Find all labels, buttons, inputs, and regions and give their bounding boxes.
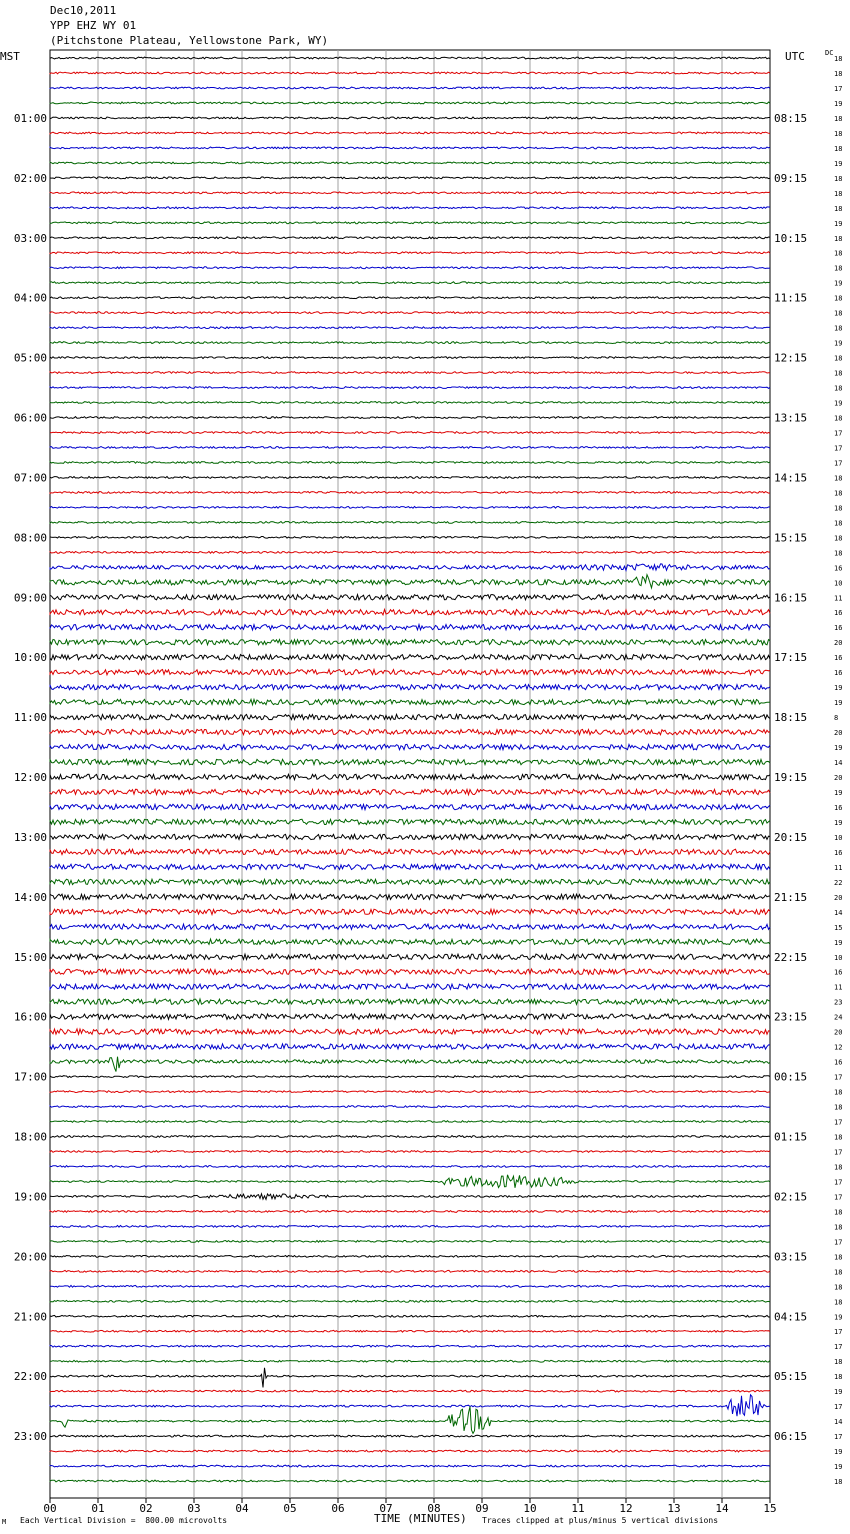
trace-row bbox=[50, 1360, 770, 1362]
dc-offset-label: 10 bbox=[834, 833, 843, 842]
dc-offset-label: 22 bbox=[834, 878, 843, 887]
dc-offset-label: 18 bbox=[834, 354, 843, 363]
trace-row bbox=[50, 297, 770, 299]
trace-row bbox=[50, 670, 770, 675]
utc-hour-label: 20:15 bbox=[774, 830, 808, 844]
trace-row bbox=[50, 849, 770, 854]
dc-offset-label: 18 bbox=[834, 1268, 843, 1277]
dc-offset-label: 18 bbox=[834, 114, 843, 123]
dc-offset-label: 19 bbox=[834, 159, 843, 168]
right-axis-title: UTC bbox=[785, 50, 805, 63]
trace-row bbox=[50, 684, 770, 689]
left-axis-title: MST bbox=[0, 50, 20, 63]
dc-offset-label: 16 bbox=[834, 803, 843, 812]
dc-offset-label: 17 bbox=[834, 1178, 843, 1187]
trace-row bbox=[50, 1255, 770, 1257]
trace-row bbox=[50, 207, 770, 209]
utc-hour-label: 08:15 bbox=[774, 111, 808, 125]
dc-offset-label: 19 bbox=[834, 399, 843, 408]
trace-row bbox=[50, 1300, 770, 1302]
dc-offset-label: 11 bbox=[834, 863, 843, 872]
trace-row bbox=[50, 1407, 770, 1434]
trace-row bbox=[50, 551, 770, 553]
dc-offset-label: 17 bbox=[834, 1193, 843, 1202]
trace-row bbox=[50, 894, 770, 899]
utc-hour-label: 12:15 bbox=[774, 351, 808, 365]
dc-offset-label: 18 bbox=[834, 294, 843, 303]
mst-hour-label: 23:00 bbox=[13, 1430, 47, 1444]
dc-offset-label: 16 bbox=[834, 1058, 843, 1067]
dc-offset-label: 20 bbox=[834, 893, 843, 902]
dc-offset-label: 18 bbox=[834, 1163, 843, 1172]
trace-row bbox=[50, 177, 770, 179]
dc-offset-label: 23 bbox=[834, 998, 843, 1007]
dc-offset-label: 18 bbox=[834, 324, 843, 333]
dc-offset-label: 18 bbox=[834, 55, 843, 63]
trace-row bbox=[50, 147, 770, 149]
trace-row bbox=[50, 999, 770, 1004]
trace-row bbox=[50, 879, 770, 884]
trace-row bbox=[50, 132, 770, 134]
dc-offset-label: 19 bbox=[834, 1448, 843, 1457]
dc-offset-label: 20 bbox=[834, 729, 843, 738]
trace-row bbox=[50, 1241, 770, 1243]
dc-offset-label: 19 bbox=[834, 788, 843, 797]
trace-row bbox=[50, 699, 770, 704]
trace-row bbox=[50, 1091, 770, 1093]
trace-row bbox=[50, 759, 770, 764]
dc-offset-label: 17 bbox=[834, 84, 843, 93]
dc-offset-label: 19 bbox=[834, 744, 843, 753]
dc-offset-label: 11 bbox=[834, 594, 843, 603]
dc-offset-label: 18 bbox=[834, 264, 843, 273]
trace-row bbox=[50, 1368, 770, 1388]
utc-hour-label: 03:15 bbox=[774, 1250, 808, 1264]
dc-offset-label: 18 bbox=[834, 1208, 843, 1217]
dc-offset-label: 20 bbox=[834, 1028, 843, 1037]
dc-offset-label: 18 bbox=[834, 1133, 843, 1142]
location-label: (Pitchstone Plateau, Yellowstone Park, WY) bbox=[50, 34, 329, 47]
x-tick-label: 09 bbox=[475, 1502, 489, 1515]
x-tick-label: 10 bbox=[523, 1502, 537, 1515]
scale-note: Each Vertical Division = 800.00 microvolts bbox=[20, 1516, 228, 1525]
dc-offset-label: 14 bbox=[834, 1418, 843, 1427]
mst-hour-label: 06:00 bbox=[13, 411, 47, 425]
trace-row bbox=[50, 372, 770, 374]
trace-row bbox=[50, 1435, 770, 1437]
trace-row bbox=[50, 924, 770, 929]
mst-hour-label: 03:00 bbox=[13, 231, 47, 245]
mst-hour-label: 05:00 bbox=[13, 351, 47, 365]
trace-row bbox=[50, 1044, 770, 1049]
trace-row bbox=[50, 522, 770, 524]
utc-hour-label: 14:15 bbox=[774, 471, 808, 485]
utc-hour-label: 13:15 bbox=[774, 411, 808, 425]
trace-row bbox=[50, 564, 770, 571]
mst-hour-label: 02:00 bbox=[13, 171, 47, 185]
dc-offset-label: 11 bbox=[834, 983, 843, 992]
trace-row bbox=[50, 492, 770, 494]
dc-offset-label: 18 bbox=[834, 489, 843, 498]
trace-row bbox=[50, 864, 770, 869]
dc-offset-label: 18 bbox=[834, 1088, 843, 1097]
dc-offset-label: 12 bbox=[834, 1043, 843, 1052]
trace-row bbox=[50, 909, 770, 914]
dc-offset-label: 18 bbox=[834, 129, 843, 138]
utc-hour-label: 22:15 bbox=[774, 950, 808, 964]
dc-offset-label: 18 bbox=[834, 1358, 843, 1367]
trace-row bbox=[50, 1480, 770, 1482]
footer-mark: M bbox=[2, 1518, 7, 1526]
x-tick-label: 11 bbox=[571, 1502, 585, 1515]
dc-offset-label: 18 bbox=[834, 414, 843, 423]
mst-hour-label: 12:00 bbox=[13, 771, 47, 784]
trace-row bbox=[50, 447, 770, 449]
trace-row bbox=[50, 969, 770, 974]
trace-row bbox=[50, 954, 770, 959]
x-tick-label: 14 bbox=[715, 1502, 729, 1515]
dc-offset-label: 19 bbox=[834, 938, 843, 947]
x-tick-label: 04 bbox=[235, 1502, 249, 1515]
mst-hour-label: 22:00 bbox=[13, 1370, 47, 1384]
trace-row bbox=[50, 1211, 770, 1213]
x-tick-label: 05 bbox=[283, 1502, 297, 1515]
trace-row bbox=[50, 536, 770, 538]
trace-row bbox=[50, 327, 770, 329]
utc-hour-label: 06:15 bbox=[774, 1430, 808, 1444]
trace-row bbox=[50, 417, 770, 419]
trace-row bbox=[50, 789, 770, 794]
dc-offset-label: 18 bbox=[834, 309, 843, 318]
dc-offset-label: 19 bbox=[834, 1388, 843, 1397]
trace-row bbox=[50, 575, 770, 588]
trace-row bbox=[50, 804, 770, 809]
dc-offset-label: 8 bbox=[834, 714, 839, 723]
utc-hour-label: 10:15 bbox=[774, 231, 808, 245]
trace-row bbox=[50, 939, 770, 944]
dc-offset-label: 18 bbox=[834, 474, 843, 483]
utc-hour-label: 04:15 bbox=[774, 1310, 808, 1324]
utc-hour-label: 09:15 bbox=[774, 171, 808, 185]
trace-row bbox=[50, 819, 770, 824]
x-tick-label: 12 bbox=[619, 1502, 633, 1515]
trace-row bbox=[50, 477, 770, 479]
trace-row bbox=[50, 1106, 770, 1108]
dc-offset-label: 10 bbox=[834, 953, 843, 962]
dc-offset-label: 18 bbox=[834, 1478, 843, 1487]
dc-offset-label: 19 bbox=[834, 684, 843, 693]
dc-offset-label: 17 bbox=[834, 1433, 843, 1442]
trace-row bbox=[50, 267, 770, 269]
dc-offset-label: 17 bbox=[834, 1238, 843, 1247]
trace-row bbox=[50, 1194, 770, 1200]
dc-offset-label: 18 bbox=[834, 369, 843, 378]
dc-offset-label: 18 bbox=[834, 174, 843, 183]
mst-hour-label: 16:00 bbox=[13, 1010, 47, 1024]
trace-row bbox=[50, 342, 770, 344]
x-tick-label: 13 bbox=[667, 1502, 681, 1515]
trace-row bbox=[50, 1285, 770, 1287]
dc-offset-label: 18 bbox=[834, 69, 843, 78]
dc-offset-label: 19 bbox=[834, 818, 843, 827]
dc-offset-label: 19 bbox=[834, 99, 843, 108]
trace-row bbox=[50, 72, 770, 74]
utc-hour-label: 16:15 bbox=[774, 591, 808, 605]
dc-offset-label: 17 bbox=[834, 1328, 843, 1337]
dc-offset-label: 18 bbox=[834, 189, 843, 198]
mst-hour-label: 09:00 bbox=[13, 591, 47, 605]
trace-row bbox=[50, 774, 770, 779]
x-tick-label: 07 bbox=[379, 1502, 393, 1515]
dc-offset-label: 17 bbox=[834, 1118, 843, 1127]
trace-row bbox=[50, 357, 770, 359]
trace-row bbox=[50, 222, 770, 224]
dc-offset-label: 18 bbox=[834, 534, 843, 543]
trace-row bbox=[50, 1270, 770, 1272]
mst-hour-label: 11:00 bbox=[13, 711, 47, 725]
mst-hour-label: 19:00 bbox=[13, 1190, 47, 1204]
trace-row bbox=[50, 655, 770, 660]
trace-row bbox=[50, 402, 770, 404]
utc-hour-label: 19:15 bbox=[774, 771, 808, 784]
dc-offset-label: 24 bbox=[834, 1013, 843, 1022]
mst-hour-label: 18:00 bbox=[13, 1130, 47, 1144]
trace-row bbox=[50, 1151, 770, 1153]
trace-row bbox=[50, 595, 770, 600]
trace-row bbox=[50, 1076, 770, 1078]
mst-hour-label: 17:00 bbox=[13, 1070, 47, 1084]
utc-hour-label: 00:15 bbox=[774, 1070, 808, 1084]
trace-row bbox=[50, 1390, 770, 1392]
dc-offset-label: 20 bbox=[834, 639, 843, 648]
dc-offset-label: 16 bbox=[834, 968, 843, 977]
trace-row bbox=[50, 57, 770, 59]
mst-hour-label: 14:00 bbox=[13, 890, 47, 904]
trace-row bbox=[50, 1166, 770, 1168]
date-label: Dec10,2011 bbox=[50, 4, 117, 17]
x-axis-label: TIME (MINUTES) bbox=[374, 1512, 467, 1525]
mst-hour-label: 21:00 bbox=[13, 1310, 47, 1324]
trace-row bbox=[50, 1057, 770, 1072]
trace-row bbox=[50, 1450, 770, 1452]
trace-row bbox=[50, 387, 770, 389]
dc-offset-label: 19 bbox=[834, 699, 843, 708]
mst-hour-label: 08:00 bbox=[13, 531, 47, 545]
trace-row bbox=[50, 117, 770, 119]
trace-row bbox=[50, 1014, 770, 1019]
x-tick-label: 15 bbox=[763, 1502, 777, 1515]
trace-row bbox=[50, 744, 770, 749]
mst-hour-label: 15:00 bbox=[13, 950, 47, 964]
trace-row bbox=[50, 432, 770, 434]
trace-row bbox=[50, 640, 770, 645]
trace-row bbox=[50, 1345, 770, 1347]
dc-offset-label: 18 bbox=[834, 1283, 843, 1292]
clip-note: Traces clipped at plus/minus 5 vertical divisions bbox=[482, 1516, 719, 1525]
trace-row bbox=[50, 1029, 770, 1034]
trace-row bbox=[50, 312, 770, 314]
dc-offset-label: 16 bbox=[834, 624, 843, 633]
trace-row bbox=[50, 1175, 770, 1188]
dc-offset-label: 18 bbox=[834, 1298, 843, 1307]
dc-offset-label: 17 bbox=[834, 1148, 843, 1157]
trace-row bbox=[50, 102, 770, 104]
dc-offset-label: 18 bbox=[834, 144, 843, 153]
dc-offset-label: 14 bbox=[834, 759, 843, 768]
trace-row bbox=[50, 729, 770, 734]
dc-offset-label: 20 bbox=[834, 774, 843, 782]
dc-axis-title: DC bbox=[825, 49, 834, 57]
trace-row bbox=[50, 87, 770, 89]
utc-hour-label: 02:15 bbox=[774, 1190, 808, 1204]
mst-hour-label: 01:00 bbox=[13, 111, 47, 125]
trace-row bbox=[50, 237, 770, 239]
utc-hour-label: 05:15 bbox=[774, 1370, 808, 1384]
dc-offset-label: 17 bbox=[834, 1403, 843, 1412]
x-tick-label: 02 bbox=[139, 1502, 153, 1515]
x-tick-label: 01 bbox=[91, 1502, 105, 1515]
mst-hour-label: 20:00 bbox=[13, 1250, 47, 1264]
dc-offset-label: 19 bbox=[834, 1463, 843, 1472]
trace-row bbox=[50, 252, 770, 254]
dc-offset-label: 19 bbox=[834, 219, 843, 228]
dc-offset-label: 10 bbox=[834, 579, 843, 588]
trace-row bbox=[50, 1136, 770, 1138]
trace-row bbox=[50, 162, 770, 164]
dc-offset-label: 18 bbox=[834, 1253, 843, 1262]
trace-row bbox=[50, 507, 770, 509]
mst-hour-label: 04:00 bbox=[13, 291, 47, 305]
dc-offset-label: 18 bbox=[834, 1223, 843, 1232]
dc-offset-label: 18 bbox=[834, 549, 843, 558]
utc-hour-label: 21:15 bbox=[774, 890, 808, 904]
x-tick-label: 06 bbox=[331, 1502, 345, 1515]
dc-offset-label: 16 bbox=[834, 669, 843, 678]
dc-offset-label: 16 bbox=[834, 654, 843, 663]
utc-hour-label: 11:15 bbox=[774, 291, 808, 305]
dc-offset-label: 18 bbox=[834, 234, 843, 243]
mst-hour-label: 07:00 bbox=[13, 471, 47, 485]
trace-row bbox=[50, 462, 770, 464]
dc-offset-label: 19 bbox=[834, 279, 843, 288]
trace-row bbox=[50, 610, 770, 615]
trace-row bbox=[50, 1330, 770, 1332]
trace-row bbox=[50, 984, 770, 989]
trace-row bbox=[50, 1226, 770, 1228]
trace-row bbox=[50, 1395, 770, 1416]
trace-row bbox=[50, 625, 770, 630]
dc-offset-label: 18 bbox=[834, 1103, 843, 1112]
dc-offset-label: 16 bbox=[834, 564, 843, 573]
dc-offset-label: 17 bbox=[834, 1343, 843, 1352]
dc-offset-label: 16 bbox=[834, 609, 843, 618]
trace-row bbox=[50, 1465, 770, 1467]
mst-hour-label: 13:00 bbox=[13, 830, 47, 844]
utc-hour-label: 18:15 bbox=[774, 711, 808, 725]
trace-row bbox=[50, 834, 770, 839]
x-tick-label: 08 bbox=[427, 1502, 441, 1515]
dc-offset-label: 16 bbox=[834, 848, 843, 857]
utc-hour-label: 17:15 bbox=[774, 651, 808, 665]
trace-row bbox=[50, 1315, 770, 1317]
dc-offset-label: 14 bbox=[834, 908, 843, 917]
dc-offset-label: 17 bbox=[834, 459, 843, 468]
trace-row bbox=[50, 192, 770, 194]
dc-offset-label: 17 bbox=[834, 429, 843, 438]
dc-offset-label: 17 bbox=[834, 444, 843, 453]
dc-offset-label: 18 bbox=[834, 204, 843, 213]
dc-offset-label: 19 bbox=[834, 1313, 843, 1322]
dc-offset-label: 18 bbox=[834, 1373, 843, 1382]
utc-hour-label: 23:15 bbox=[774, 1010, 808, 1024]
x-tick-label: 03 bbox=[187, 1502, 201, 1515]
station-label: YPP EHZ WY 01 bbox=[50, 19, 137, 32]
dc-offset-label: 18 bbox=[834, 249, 843, 258]
trace-row bbox=[50, 714, 770, 719]
utc-hour-label: 01:15 bbox=[774, 1130, 808, 1144]
trace-row bbox=[50, 1121, 770, 1123]
x-tick-label: 00 bbox=[43, 1502, 57, 1515]
mst-hour-label: 10:00 bbox=[13, 651, 47, 665]
dc-offset-label: 18 bbox=[834, 504, 843, 513]
dc-offset-label: 19 bbox=[834, 339, 843, 348]
dc-offset-label: 17 bbox=[834, 1073, 843, 1082]
utc-hour-label: 15:15 bbox=[774, 531, 808, 545]
dc-offset-label: 18 bbox=[834, 384, 843, 393]
dc-offset-label: 18 bbox=[834, 519, 843, 528]
trace-row bbox=[50, 282, 770, 284]
dc-offset-label: 15 bbox=[834, 923, 843, 932]
